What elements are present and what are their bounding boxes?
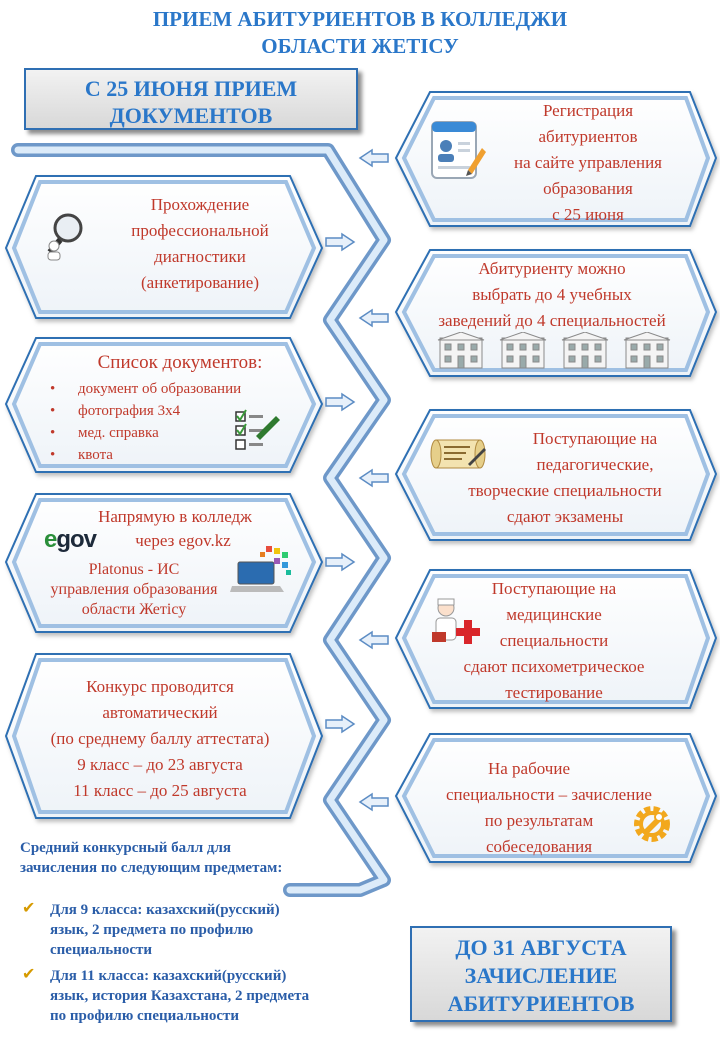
choose-line-1: Абитуриенту можно: [478, 259, 626, 278]
note-item-9-line-1: Для 9 класса: казахский(русский): [50, 902, 280, 918]
contest-line-5: 11 класс – до 25 августа: [73, 781, 247, 800]
contest-text: [20, 674, 300, 804]
pedagogical-text: [440, 426, 690, 530]
start-box-line-2: ДОКУМЕНТОВ: [109, 103, 273, 128]
choose-line-3: заведений до 4 специальностей: [438, 311, 666, 330]
contest-line-3: (по среднему баллу аттестата): [50, 729, 270, 748]
registration-line-5: с 25 июня: [552, 205, 624, 224]
medical-line-2: медицинские: [506, 605, 602, 624]
note-intro-line-2: зачисления по следующим предметам:: [20, 860, 283, 876]
note-item-11-line-3: по профилю специальности: [50, 1008, 240, 1024]
registration-line-3: на сайте управления: [513, 153, 662, 172]
submit-line-5: области Жетісу: [81, 601, 187, 618]
working-line-4: собеседования: [485, 837, 593, 856]
documents-heading: Список документов:: [97, 352, 263, 373]
form-edit-icon: [428, 118, 488, 182]
end-box-line-3: АБИТУРИЕНТОВ: [447, 991, 635, 1016]
note-item-9: [50, 900, 280, 960]
title-line-1: ПРИЕМ АБИТУРИЕНТОВ В КОЛЛЕДЖИ: [152, 7, 568, 31]
registration-line-2: абитуриентов: [538, 127, 638, 146]
wrench-gear-icon: [628, 800, 676, 848]
diagnostics-line-1: Прохождение: [150, 195, 250, 214]
note-item-9-line-2: язык, 2 предмета по профилю: [50, 922, 254, 938]
note-item-11: [50, 966, 309, 1026]
egov-logo-e: e: [44, 526, 57, 553]
registration-line-4: образования: [543, 179, 633, 198]
diagnostics-text: [100, 192, 300, 296]
egov-logo: [44, 526, 96, 554]
note-intro-line-1: Средний конкурсный балл для: [20, 840, 231, 856]
medical-line-5: тестирование: [505, 683, 603, 702]
documents-item: • квота: [50, 444, 241, 466]
end-box-line-1: ДО 31 АВГУСТА: [455, 935, 627, 960]
documents-list: [50, 378, 241, 466]
diagnostics-line-4: (анкетирование): [141, 273, 259, 292]
note-item-9-line-3: специальности: [50, 942, 153, 958]
college-building-icon: [436, 332, 676, 370]
working-line-3: по результатам: [484, 811, 594, 830]
start-box-line-1: С 25 ИЮНЯ ПРИЕМ: [84, 76, 298, 101]
registration-line-1: Регистрация: [542, 101, 634, 120]
egov-logo-rest: gov: [56, 526, 97, 553]
contest-line-2: автоматический: [102, 703, 218, 722]
note-item-11-line-1: Для 11 класса: казахский(русский): [50, 968, 287, 984]
working-line-1: На рабочие: [487, 759, 571, 778]
check-icon: ✔: [22, 900, 36, 917]
laptop-apps-icon: [230, 544, 294, 594]
submit-platonus: [34, 560, 234, 620]
check-icon: ✔: [22, 966, 36, 983]
documents-item: • мед. справка: [50, 422, 241, 444]
checklist-icon: [230, 404, 282, 452]
medical-text: [414, 576, 694, 706]
end-box-line-2: ЗАЧИСЛЕНИЕ: [464, 963, 618, 988]
diagnostics-line-2: профессиональной: [131, 221, 269, 240]
pedagogical-line-2: педагогические,: [536, 455, 654, 474]
end-date-box: [410, 926, 672, 1022]
submit-line-4: управления образования: [50, 581, 218, 598]
submit-line-2: через egov.kz: [135, 531, 231, 550]
contest-line-1: Конкурс проводится: [86, 677, 234, 696]
documents-item: • фотография 3x4: [50, 400, 241, 422]
pedagogical-line-1: Поступающие на: [532, 429, 658, 448]
working-line-2: специальности – зачисление: [446, 785, 652, 804]
start-date-box: [24, 68, 358, 130]
magnifier-person-icon: [38, 208, 94, 264]
submit-line-1: Напрямую в колледж: [98, 507, 252, 526]
pedagogical-line-4: сдают экзамены: [506, 507, 624, 526]
documents-item: • документ об образовании: [50, 378, 241, 400]
note-item-11-line-2: язык, история Казахстана, 2 предмета: [50, 988, 310, 1004]
note-intro: [20, 838, 282, 878]
registration-text: [488, 98, 688, 228]
diagnostics-line-3: диагностики: [154, 247, 246, 266]
pedagogical-line-3: творческие специальности: [468, 481, 662, 500]
medical-line-1: Поступающие на: [491, 579, 617, 598]
medical-line-3: специальности: [499, 631, 609, 650]
title-line-2: ОБЛАСТИ ЖЕТІСУ: [261, 34, 459, 58]
choose-line-2: выбрать до 4 учебных: [472, 285, 632, 304]
choose-text: [412, 256, 692, 334]
medical-line-4: сдают психометрическое: [463, 657, 645, 676]
contest-line-4: 9 класс – до 23 августа: [77, 755, 243, 774]
submit-line-3: Platonus - ИС: [88, 561, 180, 578]
